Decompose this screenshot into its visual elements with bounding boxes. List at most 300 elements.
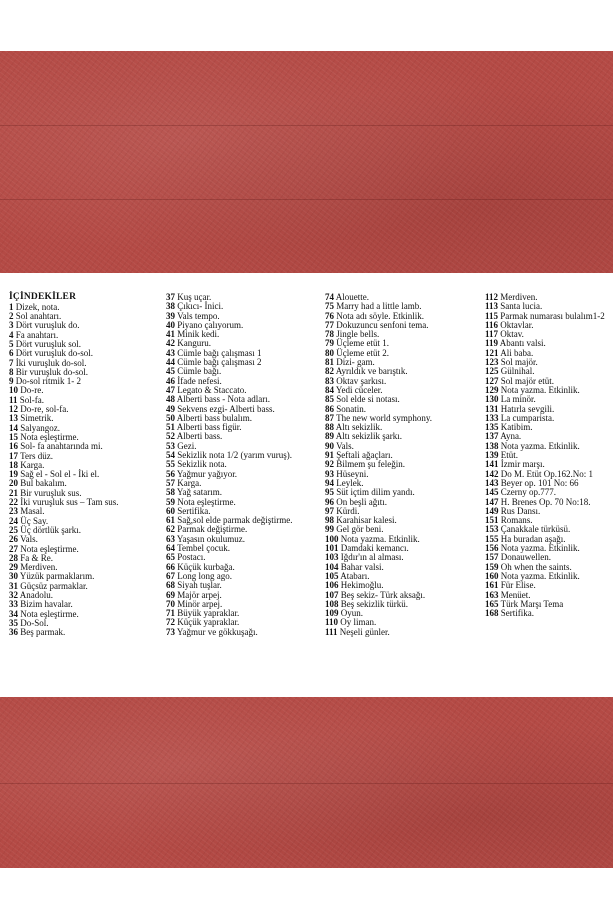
toc-entry-title: Sekizlik nota. [177, 459, 227, 470]
toc-entry-number: 111 [325, 626, 338, 637]
toc-entry-title: Sertifika. [500, 608, 534, 619]
table-of-contents [0, 273, 613, 697]
toc-entry-number: 7 [9, 357, 14, 368]
toc-entry-title: On beşli ağıtı. [336, 496, 387, 507]
toc-entry-number: 20 [9, 478, 18, 489]
toc-entry-title: Ha buradan aşağı. [500, 533, 566, 544]
toc-entry-title: La cumparista. [500, 412, 555, 423]
toc-entry-title: Küçük yapraklar. [177, 617, 240, 628]
toc-entry-title: Atabarı. [340, 570, 370, 581]
toc-entry-number: 50 [166, 412, 175, 423]
band-seam [0, 125, 613, 126]
toc-entry-number: 129 [485, 384, 499, 395]
toc-entry-title: Santa lucia. [500, 301, 543, 312]
toc-entry-number: 62 [166, 524, 175, 535]
toc-entry-number: 11 [9, 394, 18, 405]
toc-entry-title: Merdiven. [500, 292, 538, 302]
toc-entry-title: Sol- fa anahtarında mi. [20, 441, 103, 452]
toc-entry-title: Küçük kurbağa. [177, 561, 235, 572]
toc-entry-number: 66 [166, 561, 175, 572]
toc-entry-number: 8 [9, 366, 14, 377]
toc-entry-number: 15 [9, 431, 18, 442]
red-cover-band-bottom [0, 697, 613, 868]
toc-entry-title: Sol-fa. [19, 394, 45, 405]
band-seam [0, 199, 613, 200]
toc-entry-number: 107 [325, 589, 339, 600]
toc-entry-title: Cümle bağı çalışması 1 [177, 347, 262, 358]
toc-entry-number: 133 [485, 412, 499, 423]
toc-entry-title: Hekimoğlu. [340, 580, 384, 591]
toc-entry-number: 80 [325, 347, 334, 358]
toc-entry-number: 112 [485, 292, 499, 302]
toc-entry-number: 18 [9, 459, 18, 470]
toc-entry-title: Bir vuruşluk do-sol. [15, 366, 89, 377]
toc-entry-title: Türk Marşı Tema [500, 598, 564, 609]
toc-entry-number: 43 [166, 347, 175, 358]
toc-entry-title: Oktav. [500, 329, 524, 340]
toc-entry-number: 30 [9, 571, 18, 582]
toc-entry-title: La minör. [500, 394, 536, 405]
toc-entry-number: 130 [485, 394, 499, 405]
toc-entry-title: Romans. [500, 515, 533, 526]
toc-entry-title: Fa anahtarı. [15, 329, 59, 340]
toc-entry-number: 83 [325, 375, 334, 386]
toc-entry-number: 74 [325, 292, 334, 302]
toc-entry-title: Cümle bağı çalışması 2 [177, 357, 262, 368]
toc-entry-number: 94 [325, 477, 334, 488]
toc-entry-title: Vals. [20, 534, 38, 545]
toc-entry-title: Nota eşleştirme. [177, 496, 236, 507]
toc-entry-title: Hüseyni. [336, 468, 369, 479]
toc-entry-title: Do-sol ritmik 1- 2 [15, 376, 81, 387]
toc-entry-title: Bizim havalar. [20, 599, 73, 610]
toc-entry-title: Altı sekizlik. [335, 422, 383, 433]
toc-entry-number: 142 [485, 468, 499, 479]
toc-entry-title: Neşeli günler. [339, 626, 390, 637]
toc-entry-number: 32 [9, 590, 18, 600]
toc-entry [485, 609, 613, 618]
toc-entry-title: H. Brenes Op. 70 No:18. [500, 496, 591, 507]
toc-entry-title: İki vuruşluk do-sol. [15, 357, 87, 368]
toc-entry-number: 85 [325, 394, 334, 405]
toc-entry-number: 3 [9, 320, 14, 331]
toc-entry-number: 71 [166, 608, 175, 619]
toc-entry-title: Dört vuruşluk sol. [15, 338, 81, 349]
toc-entry-number: 115 [485, 310, 499, 321]
toc-entry [9, 628, 159, 637]
toc-entry-number: 135 [485, 422, 499, 433]
toc-entry-number: 53 [166, 440, 175, 451]
toc-entry-number: 113 [485, 301, 499, 312]
toc-entry-title: Üçleme etüt 2. [336, 347, 389, 358]
toc-entry-number: 51 [166, 422, 175, 433]
toc-entry-number: 2 [9, 311, 14, 322]
toc-entry-number: 168 [485, 608, 499, 619]
toc-column-4 [485, 293, 613, 618]
toc-entry-title: Simetrik. [20, 413, 54, 424]
toc-entry-number: 76 [325, 310, 334, 321]
toc-entry-title: Gülnihal. [500, 366, 535, 377]
toc-entry-number: 139 [485, 450, 499, 461]
toc-entry-number: 104 [325, 561, 339, 572]
toc-entry-title: Etüt. [500, 450, 518, 461]
toc-entry-title: Sertifika. [177, 505, 211, 516]
toc-entry-number: 39 [166, 310, 175, 321]
toc-entry-number: 25 [9, 524, 18, 535]
toc-entry-title: Jingle bells. [336, 329, 380, 340]
toc-entry-title: Ayrıldık ve barıştık. [335, 366, 408, 377]
toc-entry-number: 160 [485, 570, 499, 581]
toc-entry-title: Üç dörtlük şarkı. [20, 524, 81, 535]
toc-entry-number: 45 [166, 366, 175, 377]
toc-entry-title: Sağ,sol elde parmak değiştirme. [177, 515, 293, 526]
toc-entry-title: The new world symphony. [336, 412, 432, 423]
toc-entry-title: Majör arpej. [177, 589, 222, 600]
toc-entry-title: Oyun. [340, 608, 363, 619]
toc-entry-number: 90 [325, 440, 334, 451]
toc-entry-number: 17 [9, 450, 18, 461]
toc-entry-number: 41 [166, 329, 175, 340]
toc-entry-title: Karahisar kalesi. [336, 515, 397, 526]
toc-entry-title: Beş sekiz- Türk aksağı. [340, 589, 426, 600]
toc-entry-number: 52 [166, 431, 175, 442]
toc-entry-title: Çanakkale türküsü. [500, 524, 571, 535]
toc-entry-title: Dizi- gam. [336, 357, 375, 368]
toc-entry-title: Long long ago. [177, 570, 232, 581]
toc-entry-number: 105 [325, 570, 339, 581]
toc-entry-title: Ters düz. [20, 450, 53, 461]
toc-entry-title: Alberti bass bulalım. [176, 412, 253, 423]
toc-entry-title: Kanguru. [177, 338, 211, 349]
toc-entry-title: Legato & Staccato. [177, 384, 247, 395]
toc-entry-title: Nota eşleştirme. [20, 431, 79, 442]
toc-entry-number: 153 [485, 524, 499, 535]
toc-entry-number: 127 [485, 375, 499, 386]
toc-entry-number: 125 [485, 366, 499, 377]
toc-entry-title: Masal. [20, 506, 45, 517]
toc-entry-title: Sağ el - Sol el - İki el. [20, 469, 100, 480]
toc-entry-title: Ali baba. [500, 347, 534, 358]
toc-entry-number: 31 [9, 580, 18, 591]
toc-entry-title: Abantı valsi. [499, 338, 546, 349]
toc-entry-number: 4 [9, 329, 14, 340]
toc-entry-title: Parmak numarası bulalım1-2 [500, 310, 605, 321]
toc-entry-title: Nota yazma. Etkinlik. [500, 543, 580, 554]
toc-heading: İÇİNDEKİLER [9, 292, 77, 302]
toc-column-2 [166, 293, 316, 637]
toc-entry-number: 36 [9, 627, 18, 638]
toc-entry [325, 628, 475, 637]
toc-entry-number: 77 [325, 319, 334, 330]
toc-entry-title: Kuş uçar. [177, 292, 212, 302]
toc-entry-title: Do-Sol. [20, 617, 49, 628]
toc-entry-number: 117 [485, 329, 499, 340]
toc-entry-title: Yedi cüceler. [335, 384, 383, 395]
toc-entry-number: 64 [166, 543, 175, 554]
toc-entry-number: 56 [166, 468, 175, 479]
toc-entry-number: 35 [9, 617, 18, 628]
toc-entry-number: 10 [9, 385, 18, 396]
toc-entry-title: Fa & Re. [20, 552, 53, 563]
toc-entry-title: Do M. Etüt Op.162.No: 1 [500, 468, 593, 479]
toc-entry-title: Marry had a little lamb. [336, 301, 422, 312]
toc-column-3 [325, 293, 475, 637]
toc-entry-title: Alberti bass - Nota adları. [176, 394, 270, 405]
toc-entry-title: Sol elde si notası. [336, 394, 400, 405]
toc-entry-title: Sol majör. [500, 357, 538, 368]
toc-entry-number: 9 [9, 376, 14, 387]
toc-entry-title: Karga. [20, 459, 45, 470]
toc-entry-title: Nota yazma. Etkinlik. [500, 440, 580, 451]
toc-entry-number: 119 [485, 338, 499, 349]
toc-entry-number: 137 [485, 431, 499, 442]
toc-entry-title: Nota eşleştirme. [20, 608, 79, 619]
toc-entry-title: Sol anahtarı. [15, 311, 62, 322]
toc-entry-title: Cümle bağı. [177, 366, 222, 377]
toc-entry-title: Nota yazma. Etkinlik. [340, 533, 420, 544]
toc-entry-title: Nota yazma. Etkinlik. [500, 570, 580, 581]
toc-entry-number: 159 [485, 561, 499, 572]
toc-entry-number: 91 [325, 450, 334, 461]
toc-entry-title: Minik kedi. [177, 329, 220, 340]
toc-entry-number: 86 [325, 403, 334, 414]
toc-entry-number: 161 [485, 580, 499, 591]
toc-entry-title: Yağ satarım. [176, 487, 223, 498]
toc-entry-title: Rus Dansı. [500, 505, 541, 516]
toc-entry-title: Donauwellen. [500, 552, 551, 563]
toc-entry-title: Karga. [177, 477, 202, 488]
toc-entry-number: 34 [9, 608, 18, 619]
toc-entry-title: Hatırla sevgili. [500, 403, 555, 414]
toc-entry-number: 61 [166, 515, 175, 526]
toc-entry-title: Yağmur ve gökkuşağı. [176, 626, 258, 637]
toc-entry-number: 29 [9, 562, 18, 573]
toc-entry-title: Bilmem şu feleğin. [336, 459, 405, 470]
toc-entry-title: Çıkıcı- İnici. [177, 301, 224, 312]
toc-entry-title: Sol majör etüt. [500, 375, 554, 386]
toc-entry-number: 38 [166, 301, 175, 312]
toc-entry-title: Merdiven. [20, 562, 58, 573]
toc-entry-number: 145 [485, 487, 499, 498]
toc-entry-number: 98 [325, 515, 334, 526]
toc-entry-number: 97 [325, 505, 334, 516]
toc-entry-number: 68 [166, 580, 175, 591]
toc-entry-title: Alouette. [335, 292, 370, 302]
toc-entry-title: Kürdi. [336, 505, 360, 516]
toc-entry-number: 109 [325, 608, 339, 619]
toc-entry-number: 48 [166, 394, 175, 405]
toc-entry-number: 70 [166, 598, 175, 609]
toc-entry-title: Dokuzuncu senfoni tema. [336, 319, 429, 330]
toc-entry-number: 40 [166, 319, 175, 330]
red-cover-band-top [0, 51, 613, 273]
toc-entry-number: 123 [485, 357, 499, 368]
toc-entry-title: Oh when the saints. [500, 561, 572, 572]
toc-entry-title: Oktavlar. [500, 319, 534, 330]
toc-entry-number: 21 [9, 487, 18, 498]
toc-entry [166, 628, 316, 637]
toc-entry-title: İfade nefesi. [177, 375, 222, 386]
toc-entry-number: 131 [485, 403, 499, 414]
toc-entry-number: 22 [9, 497, 18, 508]
toc-entry-number: 54 [166, 450, 175, 461]
toc-entry-number: 67 [166, 570, 175, 581]
toc-entry-number: 93 [325, 468, 334, 479]
toc-column-1 [9, 293, 159, 637]
toc-entry-title: Süt içtim dilim yandı. [336, 487, 415, 498]
toc-entry-title: Dizek, nota. [15, 301, 60, 312]
toc-entry-title: Menüet. [500, 589, 531, 600]
toc-entry-number: 58 [166, 487, 175, 498]
toc-entry-title: Damdaki kemancı. [340, 543, 409, 554]
toc-entry-title: Siyah tuşlar. [177, 580, 222, 591]
toc-entry-number: 19 [9, 469, 18, 480]
toc-entry-title: Do-re. [20, 385, 44, 396]
toc-entry-title: Salyangoz. [20, 422, 60, 433]
toc-entry-number: 147 [485, 496, 499, 507]
toc-entry-title: Piyano çalıyorum. [177, 319, 244, 330]
toc-entry-number: 28 [9, 552, 18, 563]
toc-entry-number: 110 [325, 617, 339, 628]
toc-entry-title: Gezi. [177, 440, 197, 451]
toc-entry-title: Altı sekizlik şarkı. [335, 431, 403, 442]
toc-entry-number: 59 [166, 496, 175, 507]
toc-entry-number: 27 [9, 543, 18, 554]
toc-entry-title: Beyer op. 101 No: 66 [500, 477, 579, 488]
band-seam [0, 783, 613, 784]
toc-entry-number: 82 [325, 366, 334, 377]
toc-entry-number: 78 [325, 329, 334, 340]
toc-entry-title: Yaşasın okulumuz. [176, 533, 246, 544]
toc-entry-title: Büyük yapraklar. [177, 608, 240, 619]
toc-entry-title: Anadolu. [19, 590, 54, 600]
toc-entry-number: 23 [9, 506, 18, 517]
toc-entry-number: 88 [325, 422, 334, 433]
toc-entry-number: 84 [325, 384, 334, 395]
toc-entry-title: Dört vuruşluk do. [15, 320, 80, 331]
toc-entry-number: 6 [9, 348, 14, 359]
toc-entry-number: 81 [325, 357, 334, 368]
toc-entry-number: 138 [485, 440, 499, 451]
toc-entry-title: Tembel çocuk. [177, 543, 230, 554]
toc-entry-number: 14 [9, 422, 18, 433]
toc-entry-number: 96 [325, 496, 334, 507]
toc-entry-title: Üçleme etüt 1. [336, 338, 389, 349]
toc-entry-title: Iğdır'ın al alması. [340, 552, 404, 563]
toc-entry-title: Oktav şarkısı. [336, 375, 387, 386]
toc-entry-number: 73 [166, 626, 175, 637]
toc-entry-number: 42 [166, 338, 175, 349]
toc-entry-number: 149 [485, 505, 499, 516]
toc-entry-number: 63 [166, 533, 175, 544]
toc-entry-title: Bahar valsi. [340, 561, 384, 572]
toc-entry-title: Parmak değiştirme. [177, 524, 248, 535]
toc-entry-number: 143 [485, 477, 499, 488]
toc-entry-title: Do-re, sol-fa. [20, 404, 69, 415]
toc-entry-number: 106 [325, 580, 339, 591]
toc-entry-number: 79 [325, 338, 334, 349]
toc-entry-title: Alberti bass. [176, 431, 223, 442]
toc-entry-number: 1 [9, 301, 14, 312]
toc-entry-title: Yağmur yağıyor. [176, 468, 238, 479]
toc-entry-number: 157 [485, 552, 499, 563]
toc-entry-title: Sekizlik nota 1/2 (yarım vuruş). [177, 450, 292, 461]
toc-entry-number: 121 [485, 347, 499, 358]
toc-entry-title: Alberti bass figür. [176, 422, 242, 433]
toc-entry-title: Üç Say. [20, 515, 49, 526]
toc-entry-number: 26 [9, 534, 18, 545]
toc-entry-number: 46 [166, 375, 175, 386]
toc-entry-title: Leylek. [336, 477, 364, 488]
toc-entry-number: 155 [485, 533, 499, 544]
toc-entry-number: 108 [325, 598, 339, 609]
toc-entry-number: 57 [166, 477, 175, 488]
toc-entry-title: Postacı. [177, 552, 206, 563]
toc-entry-number: 49 [166, 403, 175, 414]
toc-entry-title: Nota yazma. Etkinlik. [500, 384, 580, 395]
toc-entry-number: 156 [485, 543, 499, 554]
toc-entry-number: 47 [166, 384, 175, 395]
toc-entry-title: Nota adı söyle. Etkinlik. [336, 310, 424, 321]
toc-entry-number: 87 [325, 412, 334, 423]
toc-entry-number: 151 [485, 515, 499, 526]
toc-entry-number: 60 [166, 505, 175, 516]
toc-entry-title: Dört vuruşluk do-sol. [15, 348, 93, 359]
toc-entry-number: 101 [325, 543, 339, 554]
toc-entry-number: 89 [325, 431, 334, 442]
toc-entry-title: Ayna. [500, 431, 522, 442]
toc-entry-number: 16 [9, 441, 18, 452]
toc-entry-number: 69 [166, 589, 175, 600]
toc-entry-title: Beş parmak. [20, 627, 66, 638]
toc-entry-number: 5 [9, 338, 14, 349]
toc-entry-number: 163 [485, 589, 499, 600]
toc-entry-number: 92 [325, 459, 334, 470]
toc-entry-number: 103 [325, 552, 339, 563]
toc-entry-title: Oy liman. [340, 617, 377, 628]
toc-entry-title: Czerny op.777. [500, 487, 556, 498]
toc-entry-title: Güçsüz parmaklar. [20, 580, 88, 591]
toc-entry-number: 116 [485, 319, 499, 330]
toc-entry-title: Vals. [336, 440, 354, 451]
toc-entry-title: Bul bakalım. [20, 478, 67, 489]
toc-entry-number: 33 [9, 599, 18, 610]
toc-entry-number: 37 [166, 292, 175, 302]
toc-entry-number: 12 [9, 404, 18, 415]
toc-entry-number: 99 [325, 524, 334, 535]
toc-entry-title: Minör arpej. [177, 598, 223, 609]
toc-entry-number: 100 [325, 533, 339, 544]
toc-entry-title: Katibim. [500, 422, 533, 433]
toc-entry-number: 141 [485, 459, 499, 470]
toc-entry-title: Für Elise. [500, 580, 536, 591]
toc-entry-title: Sonatin. [336, 403, 367, 414]
toc-entry-number: 44 [166, 357, 175, 368]
toc-entry-number: 72 [166, 617, 175, 628]
toc-entry-title: İki vuruşluk sus – Tam sus. [20, 497, 119, 508]
toc-entry-number: 95 [325, 487, 334, 498]
toc-entry-title: Şeftali ağaçları. [336, 450, 393, 461]
toc-entry-title: İzmir marşı. [500, 459, 545, 470]
toc-entry-title: Bir vuruşluk sus. [20, 487, 82, 498]
toc-entry-title: Gel gör beni. [336, 524, 384, 535]
toc-entry-number: 55 [166, 459, 175, 470]
toc-entry-title: Beş sekizlik türkü. [340, 598, 408, 609]
toc-entry-title: Sekvens ezgi- Alberti bass. [177, 403, 275, 414]
toc-entry-number: 75 [325, 301, 334, 312]
toc-entry-title: Nota eşleştirme. [20, 543, 79, 554]
toc-entry-number: 24 [9, 515, 18, 526]
